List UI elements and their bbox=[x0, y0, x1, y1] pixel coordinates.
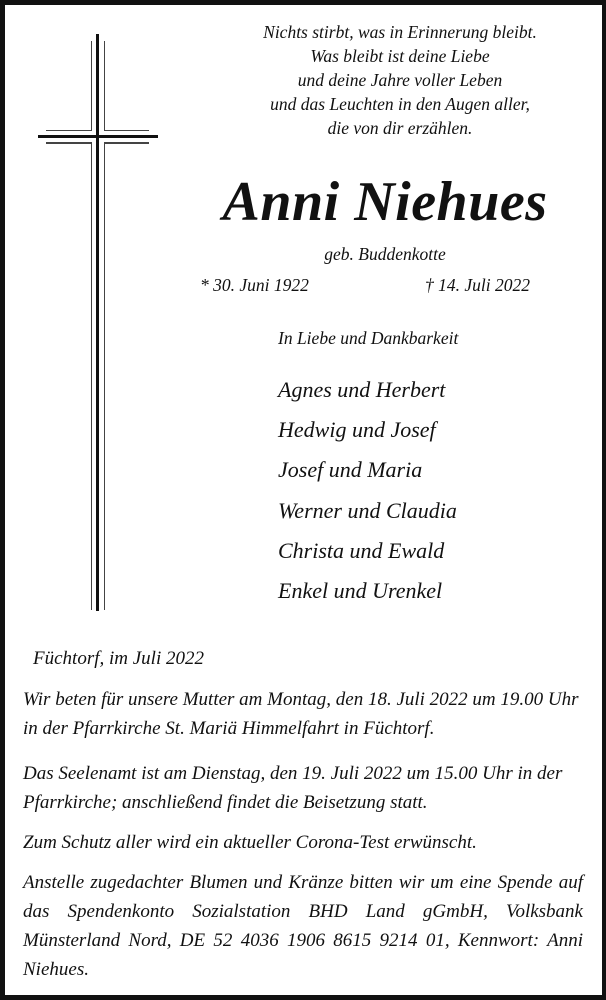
place-date: Füchtorf, im Juli 2022 bbox=[33, 648, 204, 669]
mourner: Agnes und Herbert bbox=[278, 377, 446, 402]
mourners-list bbox=[278, 370, 457, 611]
quote-line: und das Leuchten in den Augen aller, bbox=[270, 94, 530, 114]
mourner: Hedwig und Josef bbox=[278, 417, 436, 443]
death-date: † 14. Juli 2022 bbox=[425, 275, 530, 295]
cross-icon bbox=[0, 0, 200, 620]
quote-line: Nichts stirbt, was in Erinnerung bleibt. bbox=[263, 22, 537, 42]
donation-info: Anstelle zugedachter Blumen und Kränze bitten wir um eine Spende auf das Spendenkonto Sozialstation BHD Land gGmbH, Volksbank Münsterland Nord, DE 52 4036 1906 8615 9214 01, Kennwort: Anni Niehues. bbox=[23, 872, 583, 980]
mourner: Christa und Ewald bbox=[278, 537, 445, 563]
quote-line: Was bleibt ist deine Liebe bbox=[310, 46, 490, 66]
maiden-name: geb. Buddenkotte bbox=[324, 244, 446, 264]
mourner: Josef und Maria bbox=[278, 457, 423, 483]
quote-line: und deine Jahre voller Leben bbox=[297, 70, 503, 90]
prayer-info: Wir beten für unsere Mutter am Montag, den 18. Juli 2022 um 19.00 Uhr in der Pfarrkirche St. Mariä Himmelfahrt in Füchtorf. bbox=[23, 689, 579, 739]
birth-date: * 30. Juni 1922 bbox=[200, 275, 309, 295]
quote-line: die von dir erzählen. bbox=[327, 118, 473, 138]
dedication: In Liebe und Dankbarkeit bbox=[278, 328, 459, 348]
requiem-info: Das Seelenamt ist am Dienstag, den 19. Juli 2022 um 15.00 Uhr in der Pfarrkirche; anschließend findet die Beisetzung statt. bbox=[23, 763, 563, 813]
deceased-name: Anni Niehues bbox=[222, 171, 548, 233]
mourner: Enkel und Urenkel bbox=[278, 578, 443, 604]
corona-note: Zum Schutz aller wird ein aktueller Corona-Test erwünscht. bbox=[23, 832, 477, 853]
mourner: Werner und Claudia bbox=[278, 497, 457, 523]
memorial-quote bbox=[200, 20, 600, 140]
